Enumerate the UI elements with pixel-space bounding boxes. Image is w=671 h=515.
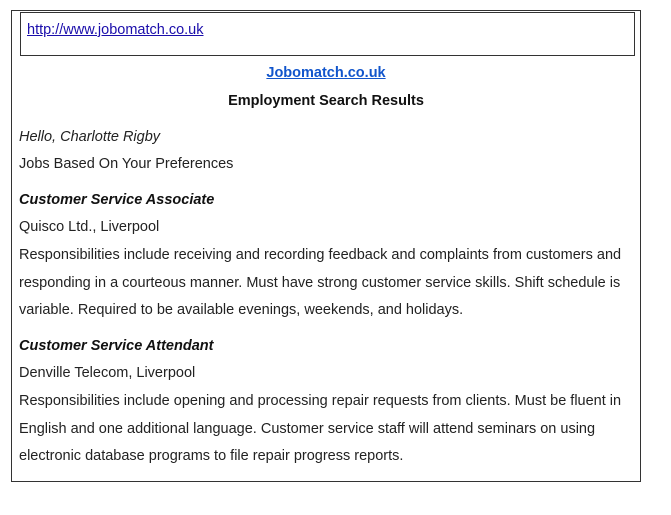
site-url-link[interactable]: http://www.jobomatch.co.uk: [27, 22, 204, 38]
greeting-text: Hello, Charlotte Rigby: [19, 129, 161, 145]
job-title: Customer Service Attendant: [19, 338, 214, 354]
job-company: Quisco Ltd., Liverpool: [19, 219, 160, 235]
preferences-subheading: Jobs Based On Your Preferences: [19, 156, 234, 172]
url-bar: [20, 12, 635, 56]
job-title: Customer Service Associate: [19, 192, 215, 208]
site-title-link[interactable]: Jobomatch.co.uk: [266, 65, 386, 81]
job-company: Denville Telecom, Liverpool: [19, 365, 196, 381]
job-description: Responsibilities include opening and processing repair requests from clients. Must be fluent in English and one additional language. Customer service staff will attend seminars on using electronic database programs to file repair progress reports.: [19, 393, 622, 464]
page-heading: Employment Search Results: [228, 93, 424, 109]
job-description: Responsibilities include receiving and recording feedback and complaints from customers and responding in a courteous manner. Must have strong customer service skills. Shift schedule is variable. Required to be available evenings, weekends, and holidays.: [19, 247, 622, 318]
